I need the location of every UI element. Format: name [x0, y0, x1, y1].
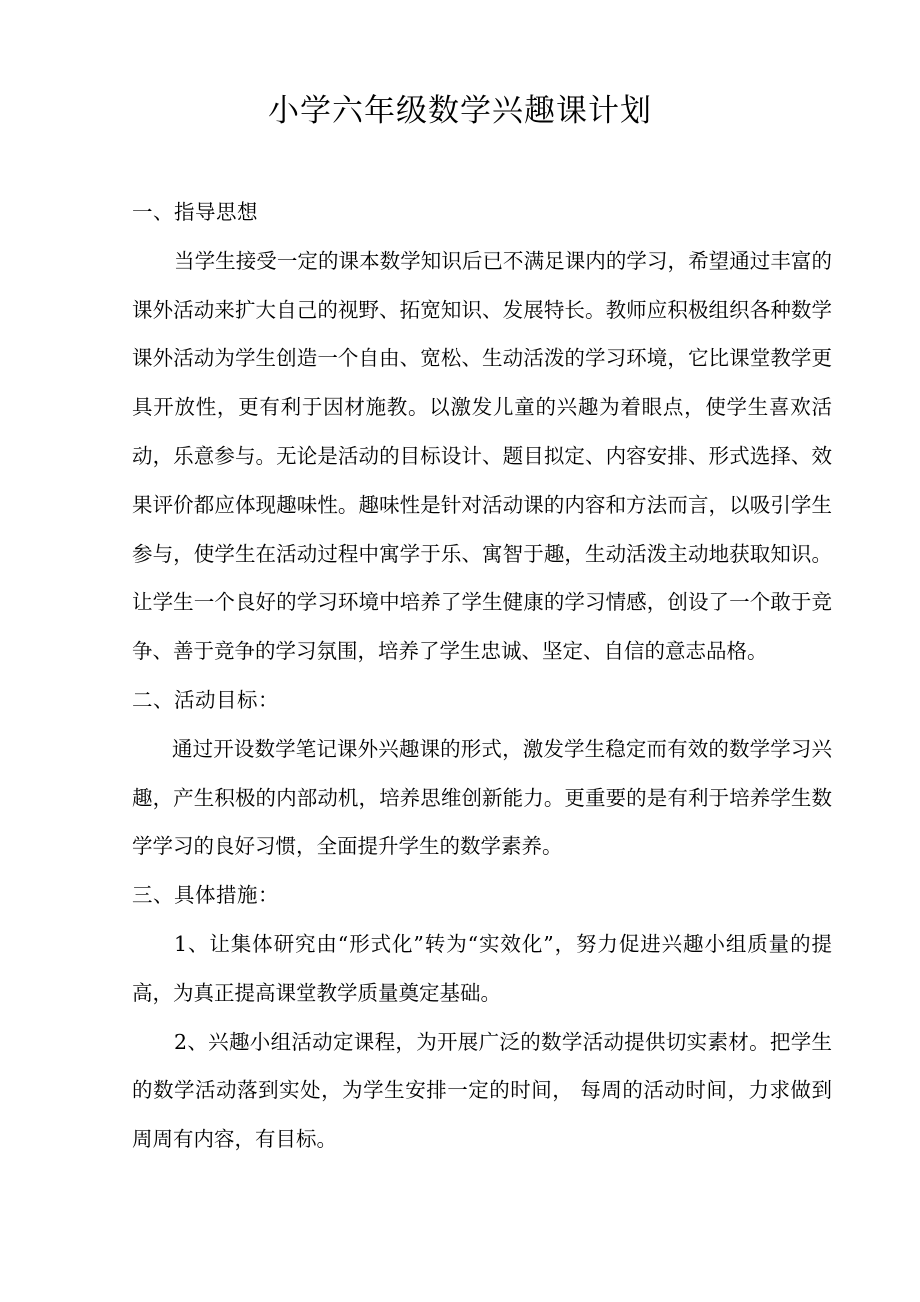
measure-2-paragraph: 2、兴趣小组活动定课程，为开展广泛的数学活动提供切实素材。把学生的数学活动落到实处，为学生安排一定的时间， 每周的活动时间，力求做到周周有内容，有目标。 — [132, 1029, 832, 1152]
guiding-ideology-paragraph: 当学生接受一定的课本数学知识后已不满足课内的学习，希望通过丰富的课外活动来扩大自己的视野、拓宽知识、发展特长。教师应积极组织各种数学课外活动为学生创造一个自由、宽松、生动活泼的学习环境，它比课堂教学更具开放性，更有利于因材施教。以激发儿童的兴趣为着眼点，使学生喜欢活动，乐意参与。无论是活动的目标设计、题目拟定、内容安排、形式选择、效果评价都应体现趣味性。趣味性是针对活动课的内容和方法而言，以吸引学生参与，使学生在活动过程中寓学于乐、寓智于趣，生动活泼主动地获取知识。让学生一个良好的学习环境中培养了学生健康的学习情感，创设了一个敢于竞争、善于竞争的学习氛围，培养了学生忠诚、坚定、自信的意志品格。 — [132, 248, 832, 664]
section-heading-guiding-ideology: 一、指导思想 — [132, 200, 258, 224]
section-heading-specific-measures: 三、具体措施： — [132, 883, 279, 908]
activity-goals-paragraph: 通过开设数学笔记课外兴趣课的形式，激发学生稳定而有效的数学学习兴趣，产生积极的内部动机，培养思维创新能力。更重要的是有利于培养学生数学学习的良好习惯，全面提升学生的数学素养。 — [132, 736, 832, 859]
section-heading-activity-goals: 二、活动目标： — [132, 687, 279, 712]
document-title: 小学六年级数学兴趣课计划 — [268, 93, 652, 129]
document-body — [132, 188, 832, 1164]
measure-1-paragraph: 1、让集体研究由“形式化”转为“实效化”，努力促进兴趣小组质量的提高，为真正提高课堂教学质量奠定基础。 — [132, 931, 832, 1005]
